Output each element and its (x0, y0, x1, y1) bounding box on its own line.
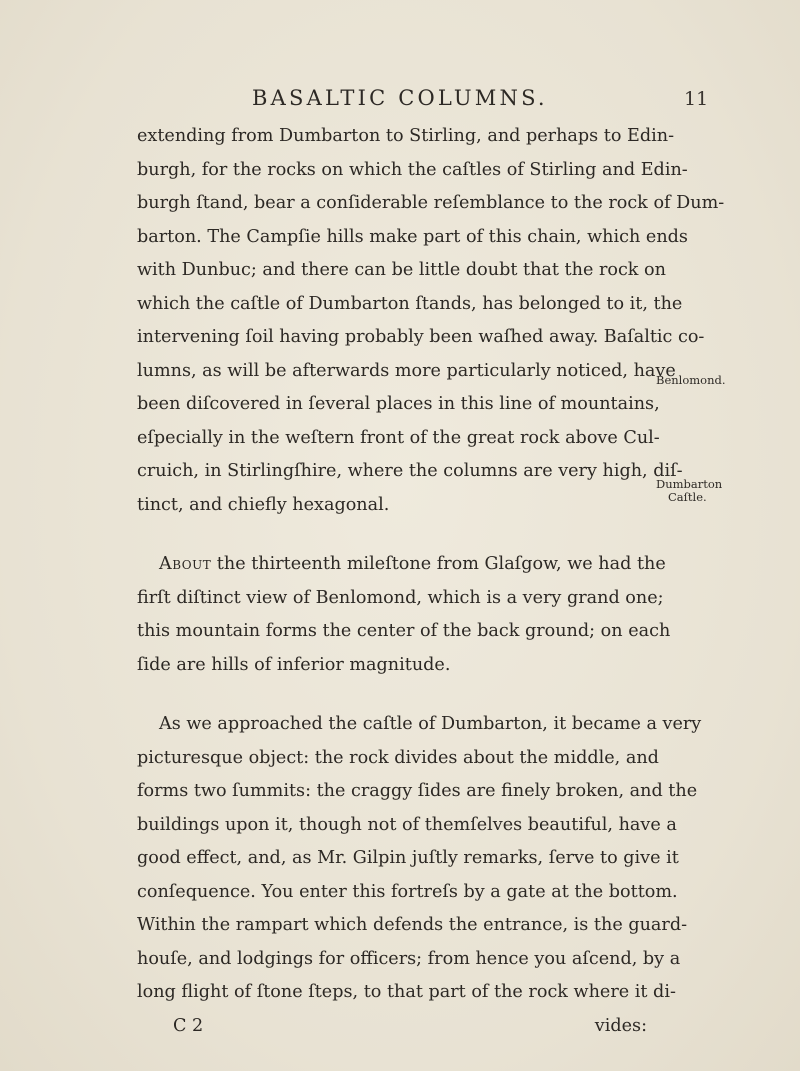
text-line: burgh, for the rocks on which the caſtles of Stirling and Edin- (137, 159, 688, 180)
body-text (137, 120, 725, 1043)
text-line: with Dunbuc; and there can be little doubt that the rock on (137, 260, 666, 280)
signature-mark: C 2 (173, 1015, 204, 1036)
drop-word: About (159, 554, 212, 574)
text-line: Within the rampart which defends the entrance, is the guard- (137, 915, 688, 935)
text-line: long flight of ſtone ſteps, to that part of the rock where it di- (137, 982, 676, 1002)
text-line: buildings upon it, though not of themſelves beautiful, have a (137, 814, 677, 835)
text-line: picturesque object: the rock divides about the middle, and (137, 747, 659, 768)
text-line: eſpecially in the weſtern front of the great rock above Cul- (137, 427, 660, 448)
text-line: lumns, as will be afterwards more particularly noticed, have (137, 360, 676, 381)
text-line: barton. The Campſie hills make part of this chain, which ends (137, 226, 688, 247)
paragraph-3 (137, 708, 702, 1010)
paragraph-2 (137, 548, 671, 682)
text-line (137, 548, 666, 582)
text-line: burgh ſtand, bear a conſiderable reſemblance to the rock of Dum- (137, 193, 725, 213)
text-line: which the caſtle of Dumbarton ſtands, has belonged to it, the (137, 293, 683, 314)
paragraph-gap (137, 682, 647, 708)
text-line: extending from Dumbarton to Stirling, and perhaps to Edin- (137, 126, 675, 146)
text-line: good effect, and, as Mr. Gilpin juſtly remarks, ſerve to give it (137, 848, 679, 868)
marginal-note-text: Benlomond. (656, 373, 726, 387)
text-line: houſe, and lodgings for officers; from hence you aſcend, by a (137, 948, 681, 969)
text-line: intervening ſoil having probably been waſhed away. Baſaltic co- (137, 327, 705, 347)
text-line: forms two ſummits: the craggy ſides are finely broken, and the (137, 781, 698, 801)
marginal-note-benlomond (656, 374, 786, 387)
paragraph-gap (137, 522, 647, 548)
text-line: conſequence. You enter this fortreſs by a gate at the bottom. (137, 881, 678, 902)
first-line-rest: the thirteenth mileſtone from Glaſgow, we had the (211, 554, 666, 574)
text-line: been diſcovered in ſeveral places in this line of mountains, (137, 394, 660, 414)
text-line: this mountain forms the center of the back ground; on each (137, 621, 671, 641)
page-number: 11 (684, 88, 709, 110)
marginal-note-text: Caſtle. (668, 490, 707, 504)
text-line: firſt diſtinct view of Benlomond, which is a very grand one; (137, 587, 664, 608)
text-line: tinct, and chiefly hexagonal. (137, 494, 390, 515)
text-line: As we approached the caſtle of Dumbarton, it became a very (159, 714, 702, 734)
catchword: vides: (594, 1015, 647, 1036)
text-line: ſide are hills of inferior magnitude. (137, 654, 451, 675)
running-title: BASALTIC COLUMNS. (252, 86, 548, 110)
marginal-note-text: Dumbarton (656, 477, 723, 491)
signature-line (137, 1010, 647, 1044)
marginal-note-dumbarton (656, 478, 786, 504)
running-head (0, 86, 800, 116)
text-line: cruich, in Stirlingſhire, where the columns are very high, diſ- (137, 461, 683, 481)
